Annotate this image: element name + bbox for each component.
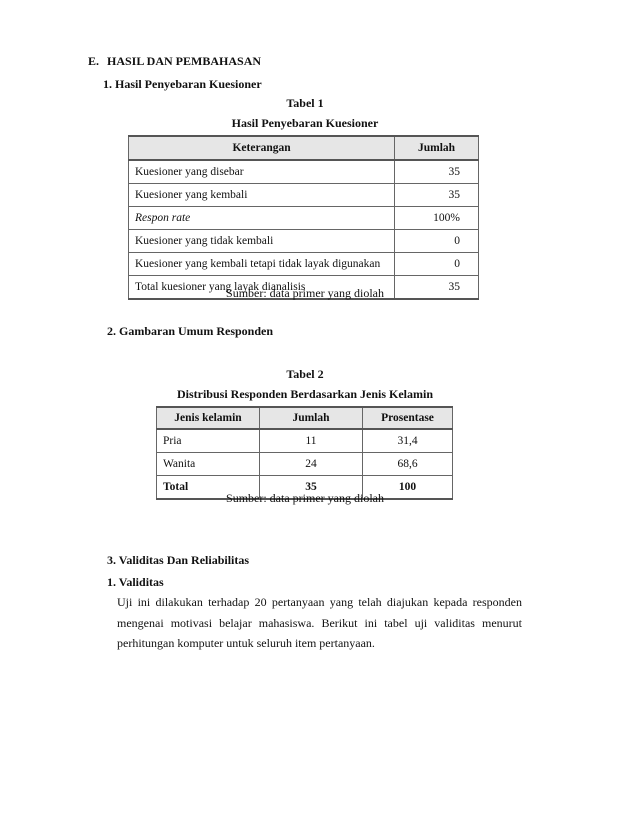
table2-cell-prosentase: 31,4 [363,429,453,453]
table1-cell-keterangan: Kuesioner yang kembali tetapi tidak layak digunakan [129,253,395,276]
table2-header-jumlah: Jumlah [260,407,363,429]
paragraph-line: Uji ini dilakukan terhadap 20 pertanyaan yang telah diajukan kepada responden [117,595,522,609]
table-row [129,207,479,230]
table-row [129,160,479,184]
paragraph-line: mengenai motivasi belajar mahasiswa. Berikut ini tabel uji validitas menurut [117,615,522,630]
table-row [129,230,479,253]
table-row [129,184,479,207]
table-row [157,453,453,476]
table1-cell-jumlah: 35 [395,160,479,184]
table2-header-jenis-kelamin: Jenis kelamin [157,407,260,429]
section-title: HASIL DAN PEMBAHASAN [107,54,262,68]
table2-cell-jumlah: 24 [260,453,363,476]
table1-cell-keterangan: Kuesioner yang disebar [129,160,395,184]
table2-caption: Distribusi Responden Berdasarkan Jenis Kelamin [176,387,434,401]
subsection-3-title: 3. Validitas Dan Reliabilitas [107,553,250,567]
table2-cell-jumlah: 35 [260,476,363,500]
table1-header-row [129,136,479,160]
table1-cell-jumlah: 35 [395,276,479,300]
table2-header-prosentase: Prosentase [363,407,453,429]
table2-label: Tabel 2 [286,367,324,381]
table2-cell-jumlah: 11 [260,429,363,453]
table1 [128,135,479,300]
table1-header-keterangan: Keterangan [129,136,395,160]
subsection-2-title: 2. Gambaran Umum Responden [107,324,274,338]
table1-cell-keterangan: Kuesioner yang tidak kembali [129,230,395,253]
section-heading [88,54,261,69]
table1-source: Sumber: data primer yang diolah [226,286,384,300]
subsection-1-title: 1. Hasil Penyebaran Kuesioner [103,77,262,91]
table2-cell-jenis-kelamin: Total [157,476,260,500]
table2-cell-prosentase: 100 [363,476,453,500]
table2 [156,406,453,500]
table2-source: Sumber: data primer yang diolah [226,491,384,505]
table1-cell-keterangan: Total kuesioner yang layak dianalisis [129,276,395,300]
table2-cell-jenis-kelamin: Pria [157,429,260,453]
table1-label: Tabel 1 [286,96,324,110]
table1-cell-jumlah: 35 [395,184,479,207]
subsection-3-1-title: 1. Validitas [107,575,164,589]
table2-cell-jenis-kelamin: Wanita [157,453,260,476]
table1-header-jumlah: Jumlah [395,136,479,160]
table1-caption: Hasil Penyebaran Kuesioner [231,116,379,130]
table2-header-row [157,407,453,429]
paragraph-line: perhitungan komputer untuk seluruh item pertanyaan. [117,636,375,650]
validitas-paragraph [117,592,522,654]
table1-cell-jumlah: 0 [395,230,479,253]
table1-cell-keterangan: Kuesioner yang kembali [129,184,395,207]
table1-cell-jumlah: 0 [395,253,479,276]
section-letter: E. [88,54,100,68]
table1-cell-keterangan: Respon rate [129,207,395,230]
table-row [157,429,453,453]
table-row [129,253,479,276]
table2-cell-prosentase: 68,6 [363,453,453,476]
table1-cell-jumlah: 100% [395,207,479,230]
